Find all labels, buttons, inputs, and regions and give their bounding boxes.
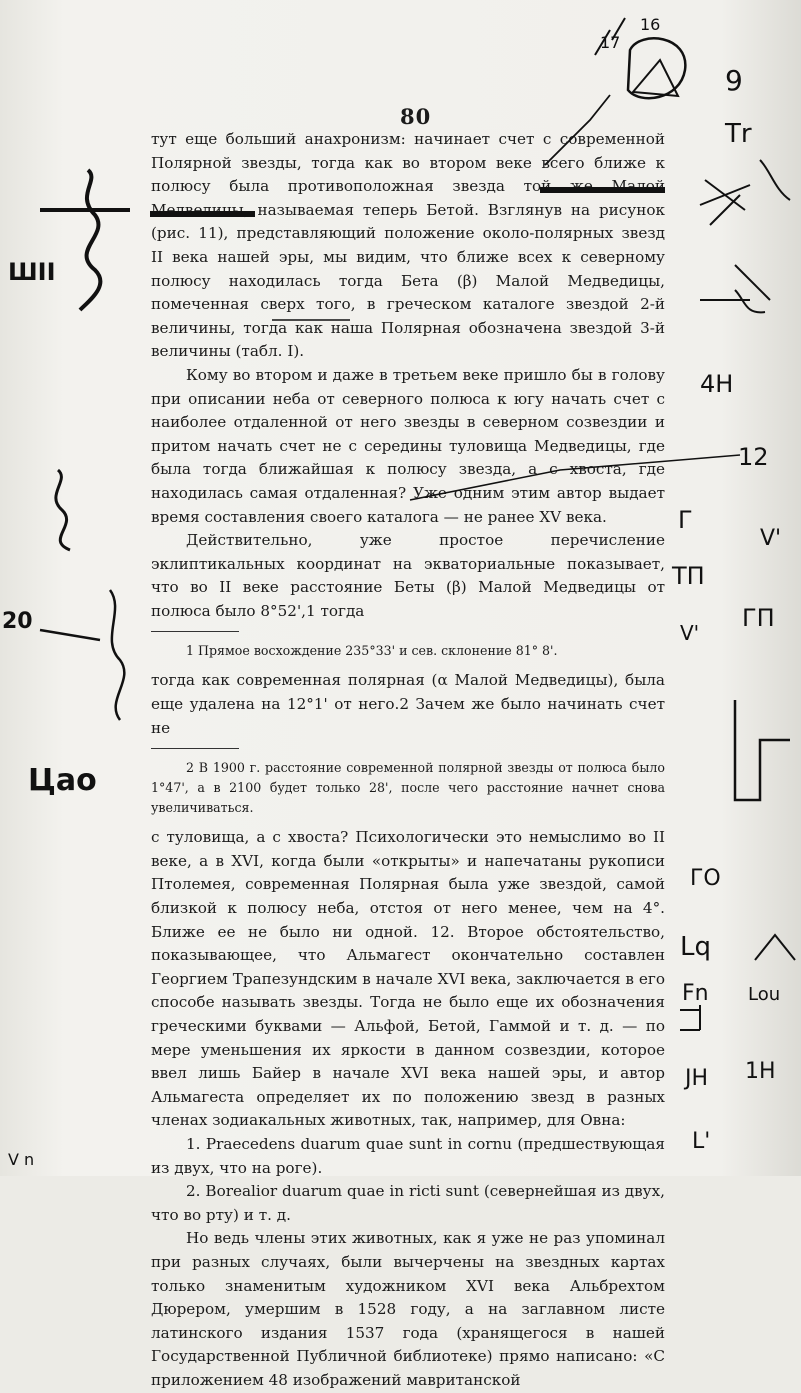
margin-note-right-2: 4H	[700, 370, 734, 398]
main-text	[151, 128, 665, 1393]
paragraph-1: тут еще больший анахронизм: начинает счет с современной Полярной звезды, тогда как во втором веке всего ближе к полюсу была противоположная звезда той же Малой Медведицы, называемая теперь Бетой. Взглянув на рисунок (рис. 11), представляющий положение около-полярных звезд II века нашей эры, мы видим, что ближе всех к северному полюсу находилась тогда Бета (β) Малой Медведицы, помеченная сверх того, в греческом каталоге звездой 2-й величины, тогда как наша Полярная обозначена звездой 3-й величины (табл. I).	[151, 130, 665, 361]
margin-note-right-11: Lou	[748, 984, 781, 1005]
annotation-stroke	[633, 60, 678, 96]
paragraph-2: Кому во втором и даже в третьем веке пришло бы в голову при описании неба от северного полюса к югу начать счет с наиболее отдаленной от него звезды в северном созвездии и притом начать счет не с середины туловища Медведицы, где была тогда ближайшая к полюсу звезда, а с хвоста, где находилась самая отдаленная? Уже одним этим автор выдает время составления своего каталога — не ранее XV века.	[151, 365, 665, 526]
paragraph-continuation-2: с туловища, а с хвоста? Психологически это немыслимо во II веке, а в XVI, когда были «открыты» и напечатаны рукописи Птолемея, современная Полярная была уже звездой, самой близкой к полюсу неба, отстоя от него менее, чем на 4°. Ближе ее не было ни одной. 12. Второе обстоятельство, показывающее, что Альмагест окончательно составлен Георгием Трапезундским в начале XVI века, заключается в его способе называть звезды. Тогда не было еще их обозначения греческими буквами — Альфой, Бетой, Гаммой и т. д. — по мере уменьшения их яркости в данном созвездии, которое ввел лишь Байер в начале XVI века нашей эры, и автор Альмагеста определяет их по положению звезд в разных членах зодиакальных животных, так, например, для Овна:	[151, 828, 665, 1130]
annotation-stroke	[40, 590, 124, 720]
margin-note-right-6: ГП	[742, 604, 775, 632]
annotation-stroke	[755, 935, 795, 960]
footnote-2: 2 В 1900 г. расстояние современной полярной звезды от полюса было 1°47', а в 2100 будет только 28', после чего расстояние начнет снова увеличиваться.	[151, 760, 665, 816]
margin-note-left-4: Цао	[28, 763, 97, 798]
paragraph-continuation-1: тогда как современная полярная (α Малой Медведицы), была еще удалена на 12°1' от него.2 Зачем же было начинать счет не	[151, 671, 665, 737]
annotation-stroke	[628, 38, 685, 98]
annotation-stroke	[735, 700, 790, 800]
annotation-stroke	[56, 470, 70, 550]
annotation-stroke	[760, 160, 790, 200]
margin-note-left-2: 20	[2, 609, 33, 634]
footnote-rule	[151, 631, 239, 632]
margin-note-right-8: ГО	[690, 866, 721, 891]
annotation-stroke	[680, 1005, 700, 1030]
margin-note-right-5: ТП	[672, 562, 705, 590]
list-item-1: 1. Praecedens duarum quae sunt in cornu (предшествующая из двух, что на роге).	[151, 1134, 665, 1177]
margin-note-left-1: ШII	[8, 258, 56, 286]
margin-note-top-right-3: 9	[725, 64, 743, 97]
annotation-stroke	[40, 170, 130, 310]
paragraph-3: Действительно, уже простое перечисление эклиптикальных координат на экваториальные показывает, что во II веке расстояние Беты (β) Малой Медведицы от полюса было 8°52',1 тогда	[151, 531, 665, 620]
margin-note-top-right-2: 16	[640, 15, 661, 34]
margin-note-right-3: 12	[738, 443, 769, 471]
footnote-1: 1 Прямое восхождение 235°33' и сев. склонение 81° 8'.	[186, 643, 558, 659]
margin-note-right-9: Lq	[680, 932, 711, 962]
footnote-rule	[151, 748, 239, 749]
margin-note-right-1: Тr	[725, 119, 752, 149]
margin-note-top-right-1: 17	[600, 33, 621, 52]
paragraph-last: Но ведь члены этих животных, как я уже не раз упоминал при разных случаях, были вычерчены на звездных картах только знаменитым художником XVI века Альбрехтом Дюрером, умершим в 1528 году, а на заглавном листе латинского издания 1537 года (хранящегося в нашей Государственной Публичной библиотеке) прямо написано: «С приложением 48 изображений мавританской	[151, 1229, 665, 1389]
margin-note-right-7b: V'	[680, 621, 700, 645]
margin-note-right-14: L'	[692, 1129, 711, 1154]
margin-note-right-7: V'	[760, 526, 782, 551]
annotation-stroke	[700, 180, 750, 225]
margin-note-left-3: V n	[8, 1150, 35, 1169]
page-number: 80	[400, 104, 432, 129]
margin-note-right-4: Г	[678, 506, 693, 534]
margin-note-right-10: Fn	[682, 981, 709, 1006]
annotation-stroke	[700, 290, 765, 312]
margin-note-right-12: JH	[685, 1066, 709, 1091]
list-item-2: 2. Borealior duarum quae in ricti sunt (севернейшая из двух, что во рту) и т. д.	[151, 1182, 665, 1224]
margin-note-right-13: 1H	[745, 1059, 776, 1084]
annotation-stroke	[595, 18, 625, 55]
annotation-stroke	[735, 265, 770, 300]
